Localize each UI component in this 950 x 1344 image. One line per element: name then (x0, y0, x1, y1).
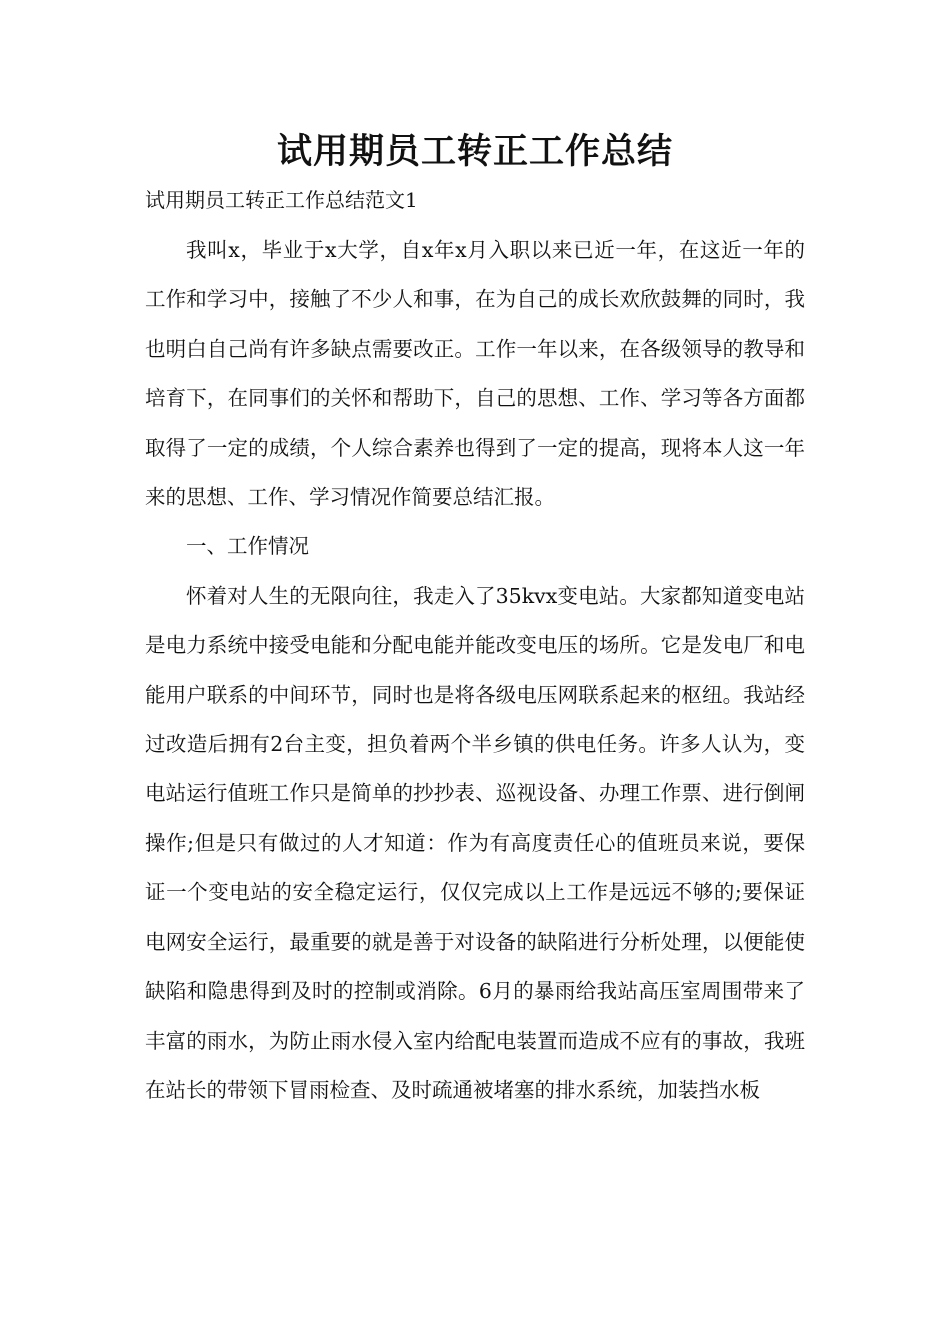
paragraph-work-situation: 怀着对人生的无限向往，我走入了35kvx变电站。大家都知道变电站是电力系统中接受电能和分配电能并能改变电压的场所。它是发电厂和电能用户联系的中间环节，同时也是将各级电压网联系起来的枢纽。我站经过改造后拥有2台主变，担负着两个半乡镇的供电任务。许多人认为，变电站运行值班工作只是简单的抄抄表、巡视设备、办理工作票、进行倒闸操作;但是只有做过的人才知道：作为有高度责任心的值班员来说，要保证一个变电站的安全稳定运行，仅仅完成以上工作是远远不够的;要保证电网安全运行，最重要的就是善于对设备的缺陷进行分析处理，以便能使缺陷和隐患得到及时的控制或消除。6月的暴雨给我站高压室周围带来了丰富的雨水，为防止雨水侵入室内给配电装置而造成不应有的事故，我班在站长的带领下冒雨检查、及时疏通被堵塞的排水系统，加装挡水板 (145, 583, 805, 1102)
document-title: 试用期员工转正工作总结 (276, 132, 673, 172)
paragraph-intro: 我叫x，毕业于x大学，自x年x月入职以来已近一年，在这近一年的工作和学习中，接触了不少人和事，在为自己的成长欢欣鼓舞的同时，我也明白自己尚有许多缺点需要改正。工作一年以来，在各级领导的教导和培育下，在同事们的关怀和帮助下，自己的思想、工作、学习等各方面都取得了一定的成绩，个人综合素养也得到了一定的提高，现将本人这一年来的思想、工作、学习情况作简要总结汇报。 (145, 238, 805, 510)
document-subtitle: 试用期员工转正工作总结范文1 (145, 188, 418, 212)
document-body (145, 226, 805, 1115)
section-heading-work: 一、工作情况 (186, 534, 309, 559)
